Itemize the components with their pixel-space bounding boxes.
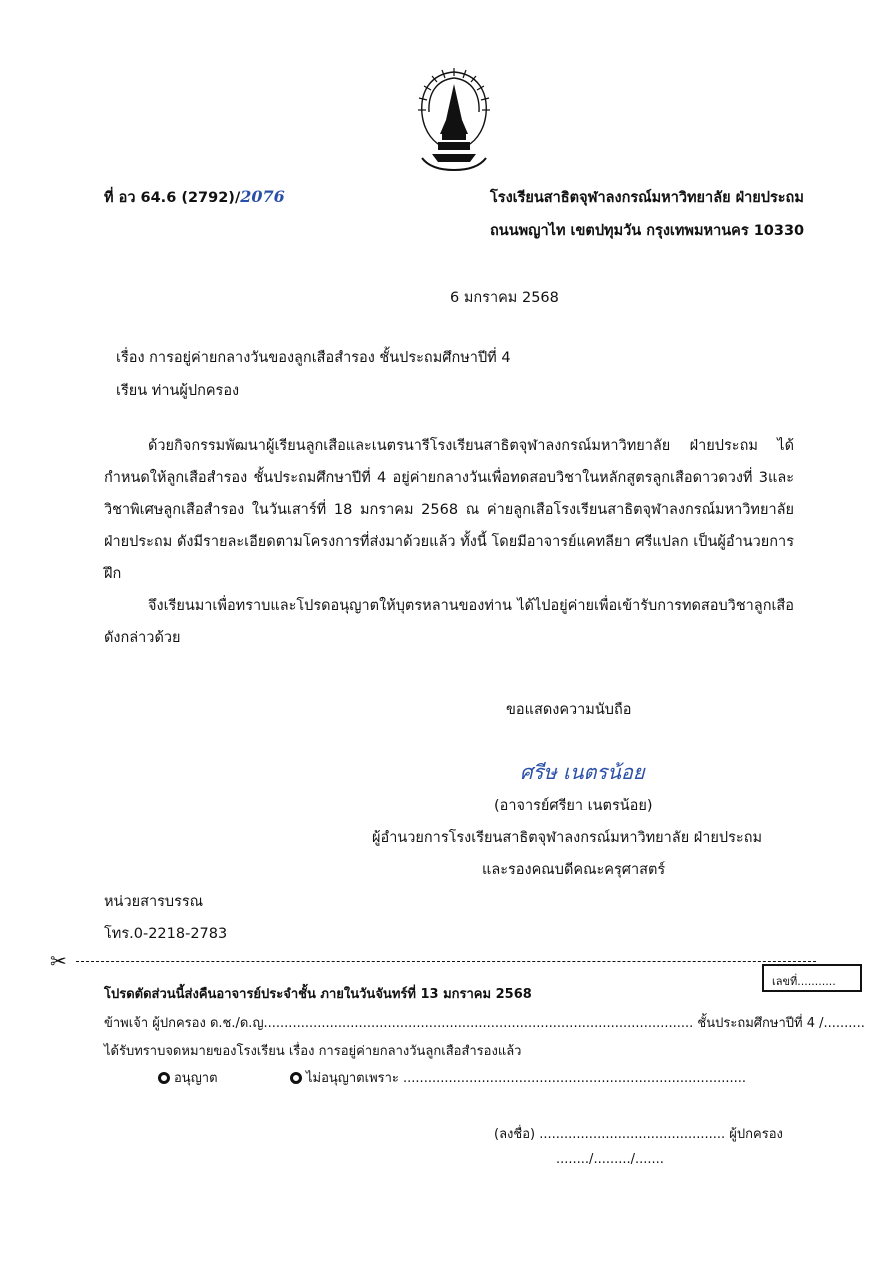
slip-student-line: ข้าพเจ้า ผู้ปกครอง ด.ช./ด.ญ........................................................................................................ ชั้นประถมศึกษาปีที่ 4 /.......... xyxy=(104,1016,865,1031)
cut-line xyxy=(76,961,816,962)
signer-title-2: และรองคณบดีคณะครุศาสตร์ xyxy=(482,862,666,878)
school-address-line1: โรงเรียนสาธิตจุฬาลงกรณ์มหาวิทยาลัย ฝ่ายประถม xyxy=(490,190,804,206)
school-emblem xyxy=(412,62,496,174)
signer-name: (อาจารย์ศรียา เนตรน้อย) xyxy=(494,798,653,814)
slip-number-box: เลขที่........... xyxy=(762,964,862,992)
reference-number: ที่ อว 64.6 (2792)/2076 xyxy=(104,187,285,206)
slip-acknowledge-line: ได้รับทราบจดหมายของโรงเรียน เรื่อง การอยู่ค่ายกลางวันลูกเสือสำรองแล้ว xyxy=(104,1044,522,1059)
guardian-signature-line: (ลงชื่อ) ............................................. ผู้ปกครอง xyxy=(494,1127,783,1142)
signer-title-1: ผู้อำนวยการโรงเรียนสาธิตจุฬาลงกรณ์มหาวิทยาลัย ฝ่ายประถม xyxy=(372,830,763,846)
letter-date: 6 มกราคม 2568 xyxy=(450,290,559,306)
radio-circle-icon[interactable] xyxy=(158,1072,170,1084)
radio-circle-icon[interactable] xyxy=(290,1072,302,1084)
option-deny[interactable] xyxy=(290,1067,746,1088)
slip-instruction: โปรดตัดส่วนนี้ส่งคืนอาจารย์ประจำชั้น ภายในวันจันทร์ที่ 13 มกราคม 2568 xyxy=(104,987,532,1002)
scissors-icon: ✂ xyxy=(50,949,67,973)
option-deny-label: ไม่อนุญาตเพราะ ................................................................................... xyxy=(306,1071,747,1086)
letter-body xyxy=(104,430,794,654)
school-address-line2: ถนนพญาไท เขตปทุมวัน กรุงเทพมหานคร 10330 xyxy=(490,223,805,239)
office-phone: โทร.0-2218-2783 xyxy=(104,926,228,942)
option-allow-label: อนุญาต xyxy=(174,1071,218,1086)
body-paragraph-1: ด้วยกิจกรรมพัฒนาผู้เรียนลูกเสือและเนตรนารีโรงเรียนสาธิตจุฬาลงกรณ์มหาวิทยาลัย ฝ่ายประถม ได้กำหนดให้ลูกเสือสำรอง ชั้นประถมศึกษาปีที่ 4 อยู่ค่ายกลางวันเพื่อทดสอบวิชาในหลักสูตรลูกเสือดาวดวงที่ 3และวิชาพิเศษลูกเสือสำรอง ในวันเสาร์ที่ 18 มกราคม 2568 ณ ค่ายลูกเสือโรงเรียนสาธิตจุฬาลงกรณ์มหาวิทยาลัย ฝ่ายประถม ดังมีรายละเอียดตามโครงการที่ส่งมาด้วยแล้ว ทั้งนี้ โดยมีอาจารย์แคทลียา ศรีแปลก เป็นผู้อำนวยการฝึก xyxy=(104,438,794,582)
slip-date-line: ......../........./....... xyxy=(556,1152,664,1167)
body-paragraph-2: จึงเรียนมาเพื่อทราบและโปรดอนุญาตให้บุตรหลานของท่าน ได้ไปอยู่ค่ายเพื่อเข้ารับการทดสอบวิชาลูกเสือดังกล่าวด้วย xyxy=(104,598,794,646)
letter-recipient: เรียน ท่านผู้ปกครอง xyxy=(116,383,240,399)
letter-subject: เรื่อง การอยู่ค่ายกลางวันของลูกเสือสำรอง ชั้นประถมศึกษาปีที่ 4 xyxy=(116,350,511,366)
option-allow[interactable] xyxy=(158,1067,218,1088)
closing: ขอแสดงความนับถือ xyxy=(506,702,632,718)
reference-handwritten: 2076 xyxy=(240,187,285,206)
handwritten-signature: ศรีษ เนตรน้อย xyxy=(520,760,645,784)
office-unit: หน่วยสารบรรณ xyxy=(104,894,204,910)
